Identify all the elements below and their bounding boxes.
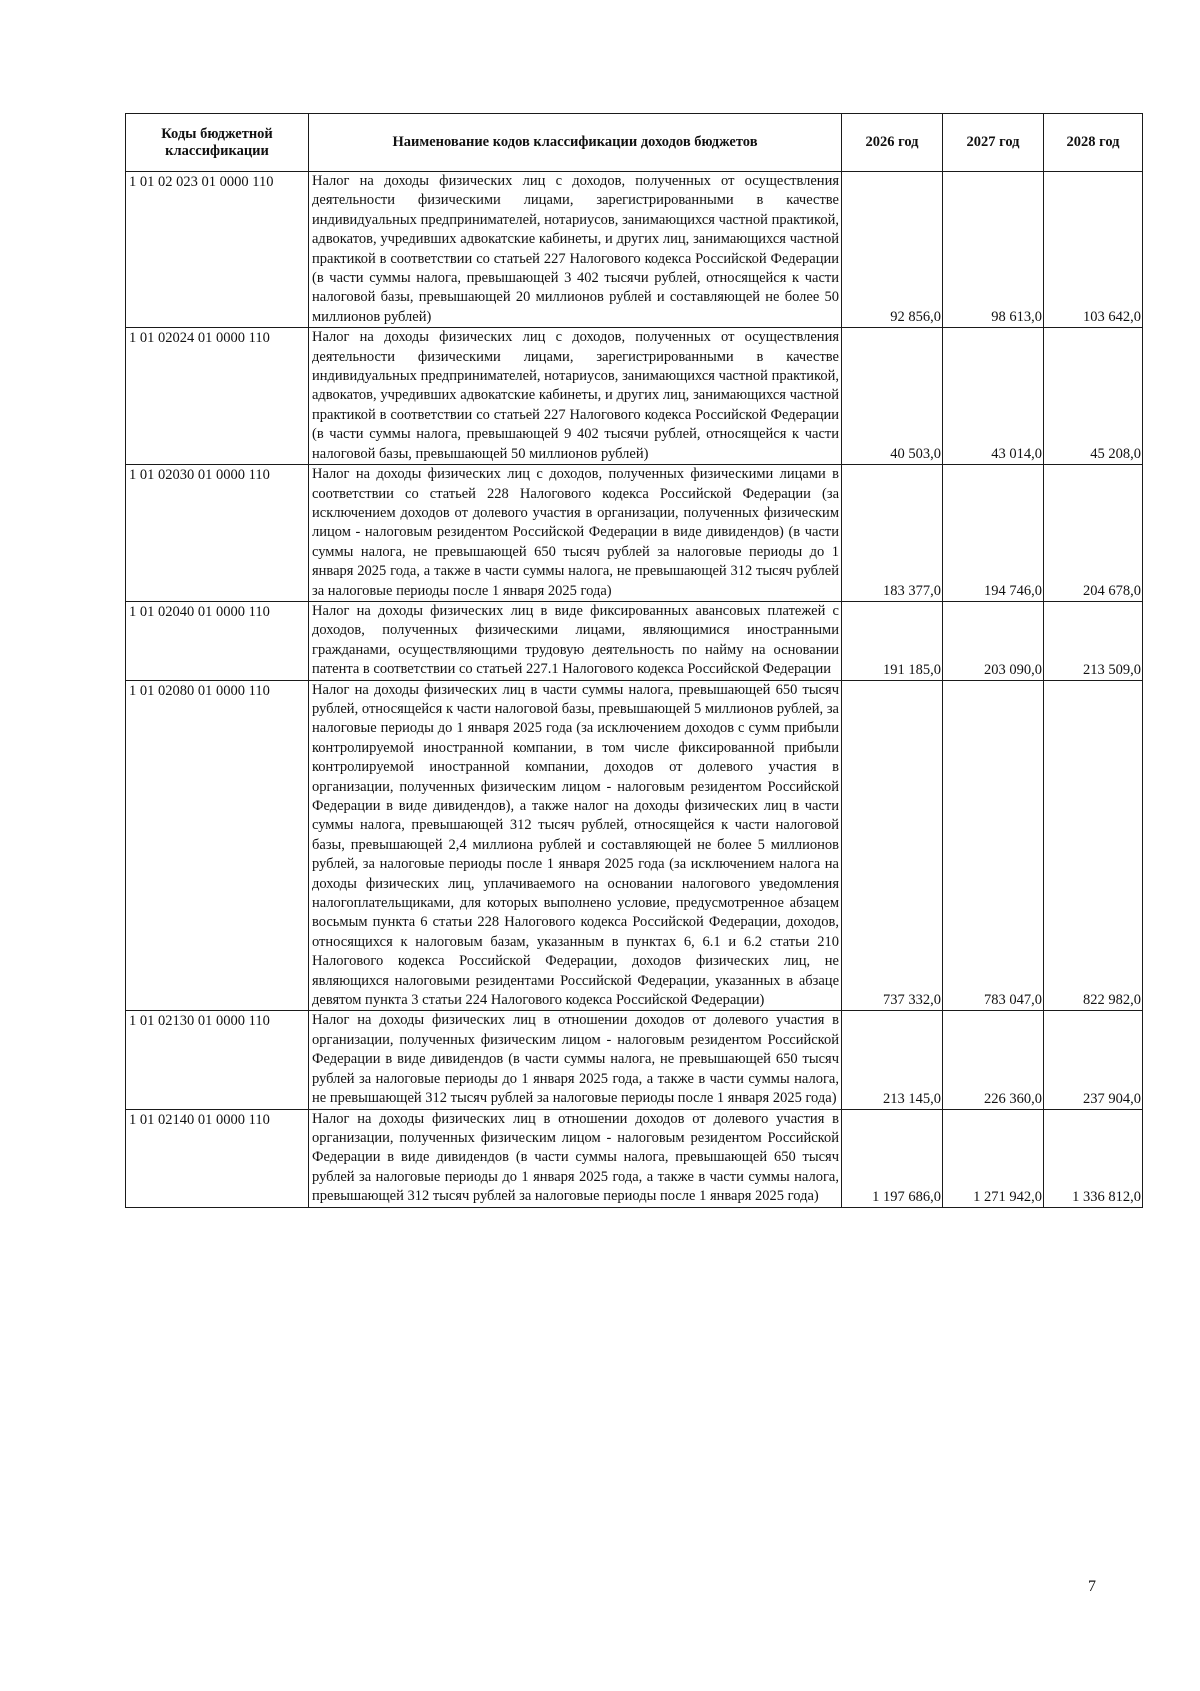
row-name: Налог на доходы физических лиц с доходов, полученных от осуществления деятельности физическими лицами, зарегистрированными в качестве индивидуальных предпринимателей, нотариусов, занимающихся частной практикой, адвокатов, учредивших адвокатские кабинеты, и других лиц, занимающихся частной практикой в соответствии со статьей 227 Налогового кодекса Российской Федерации (в части суммы налога, превышающей 3 402 тысячи рублей, относящейся к части налоговой базы, превышающей 20 миллионов рублей и составляющей не более 50 миллионов рублей) xyxy=(309,172,842,328)
row-value-2026: 191 185,0 xyxy=(842,601,943,680)
row-code: 1 01 02080 01 0000 110 xyxy=(126,680,309,1011)
row-name: Налог на доходы физических лиц в части суммы налога, превышающей 650 тысяч рублей, относящейся к части налоговой базы, превышающей 5 миллионов рублей, за налоговые периоды до 1 января 2025 года (за исключением доходов с сумм прибыли контролируемой иностранной компании, в том числе фиксированной прибыли контролируемой иностранной компании, доходов от долевого участия в организации, полученных физическим лицом - налоговым резидентом Российской Федерации в виде дивидендов), а также налог на доходы физических лиц в части суммы налога, превышающей 312 тысяч рублей, относящейся к части налоговой базы, превышающей 2,4 миллиона рублей и составляющей не более 5 миллионов рублей, за налоговые периоды после 1 января 2025 года (за исключением налога на доходы физических лиц, уплачиваемого на основании налогового уведомления налогоплательщиками, для которых выполнено условие, предусмотренное абзацем восьмым пункта 6 статьи 228 Налогового кодекса Российской Федерации, доходов, относящихся к налоговым базам, указанным в пунктах 6, 6.1 и 6.2 статьи 210 Налогового кодекса Российской Федерации, доходов физических лиц, не являющихся налоговыми резидентами Российской Федерации, указанных в абзаце девятом пункта 3 статьи 224 Налогового кодекса Российской Федерации) xyxy=(309,680,842,1011)
table-row xyxy=(126,680,1143,1011)
table-row xyxy=(126,465,1143,602)
row-value-2026: 737 332,0 xyxy=(842,680,943,1011)
row-value-2028: 1 336 812,0 xyxy=(1044,1109,1143,1207)
row-value-2026: 213 145,0 xyxy=(842,1011,943,1109)
row-value-2028: 822 982,0 xyxy=(1044,680,1143,1011)
row-value-2028: 45 208,0 xyxy=(1044,328,1143,465)
row-value-2027: 43 014,0 xyxy=(943,328,1044,465)
header-name: Наименование кодов классификации доходов бюджетов xyxy=(309,114,842,172)
table-header-row xyxy=(126,114,1143,172)
row-value-2028: 213 509,0 xyxy=(1044,601,1143,680)
row-value-2027: 203 090,0 xyxy=(943,601,1044,680)
row-value-2026: 183 377,0 xyxy=(842,465,943,602)
row-name: Налог на доходы физических лиц с доходов, полученных физическими лицами в соответствии со статьей 228 Налогового кодекса Российской Федерации (за исключением доходов от долевого участия в организации, полученных физическим лицом - налоговым резидентом Российской Федерации в виде дивидендов) (в части суммы налога, не превышающей 650 тысяч рублей за налоговые периоды до 1 января 2025 года, а также в части суммы налога, не превышающей 312 тысяч рублей за налоговые периоды после 1 января 2025 года) xyxy=(309,465,842,602)
table-row xyxy=(126,1109,1143,1207)
row-value-2028: 204 678,0 xyxy=(1044,465,1143,602)
header-2028: 2028 год xyxy=(1044,114,1143,172)
table-row xyxy=(126,601,1143,680)
row-value-2027: 783 047,0 xyxy=(943,680,1044,1011)
row-name: Налог на доходы физических лиц в виде фиксированных авансовых платежей с доходов, полученных физическими лицами, являющимися иностранными гражданами, осуществляющими трудовую деятельность по найму на основании патента в соответствии со статьей 227.1 Налогового кодекса Российской Федерации xyxy=(309,601,842,680)
row-value-2026: 92 856,0 xyxy=(842,172,943,328)
header-2027: 2027 год xyxy=(943,114,1044,172)
row-name: Налог на доходы физических лиц в отношении доходов от долевого участия в организации, полученных физическим лицом - налоговым резидентом Российской Федерации в виде дивидендов (в части суммы налога, не превышающей 650 тысяч рублей за налоговые периоды до 1 января 2025 года, а также в части суммы налога, не превышающей 312 тысяч рублей за налоговые периоды после 1 января 2025 года) xyxy=(309,1011,842,1109)
header-2026: 2026 год xyxy=(842,114,943,172)
header-code: Коды бюджетной классификации xyxy=(126,114,309,172)
row-code: 1 01 02 023 01 0000 110 xyxy=(126,172,309,328)
page-number: 7 xyxy=(1088,1578,1096,1595)
row-value-2027: 1 271 942,0 xyxy=(943,1109,1044,1207)
row-code: 1 01 02040 01 0000 110 xyxy=(126,601,309,680)
row-code: 1 01 02130 01 0000 110 xyxy=(126,1011,309,1109)
table-row xyxy=(126,172,1143,328)
table-row xyxy=(126,328,1143,465)
row-value-2027: 98 613,0 xyxy=(943,172,1044,328)
row-value-2027: 194 746,0 xyxy=(943,465,1044,602)
row-code: 1 01 02030 01 0000 110 xyxy=(126,465,309,602)
row-name: Налог на доходы физических лиц с доходов, полученных от осуществления деятельности физическими лицами, зарегистрированными в качестве индивидуальных предпринимателей, нотариусов, занимающихся частной практикой, адвокатов, учредивших адвокатские кабинеты, и других лиц, занимающихся частной практикой в соответствии со статьей 227 Налогового кодекса Российской Федерации (в части суммы налога, превышающей 9 402 тысячи рублей, относящейся к части налоговой базы, превышающей 50 миллионов рублей) xyxy=(309,328,842,465)
row-value-2026: 1 197 686,0 xyxy=(842,1109,943,1207)
row-value-2028: 103 642,0 xyxy=(1044,172,1143,328)
row-name: Налог на доходы физических лиц в отношении доходов от долевого участия в организации, полученных физическим лицом - налоговым резидентом Российской Федерации в виде дивидендов (в части суммы налога, превышающей 650 тысяч рублей за налоговые периоды до 1 января 2025 года, а также в части суммы налога, превышающей 312 тысяч рублей за налоговые периоды после 1 января 2025 года) xyxy=(309,1109,842,1207)
row-code: 1 01 02140 01 0000 110 xyxy=(126,1109,309,1207)
row-value-2028: 237 904,0 xyxy=(1044,1011,1143,1109)
budget-revenue-table xyxy=(125,113,1143,1208)
row-code: 1 01 02024 01 0000 110 xyxy=(126,328,309,465)
table-row xyxy=(126,1011,1143,1109)
row-value-2026: 40 503,0 xyxy=(842,328,943,465)
row-value-2027: 226 360,0 xyxy=(943,1011,1044,1109)
